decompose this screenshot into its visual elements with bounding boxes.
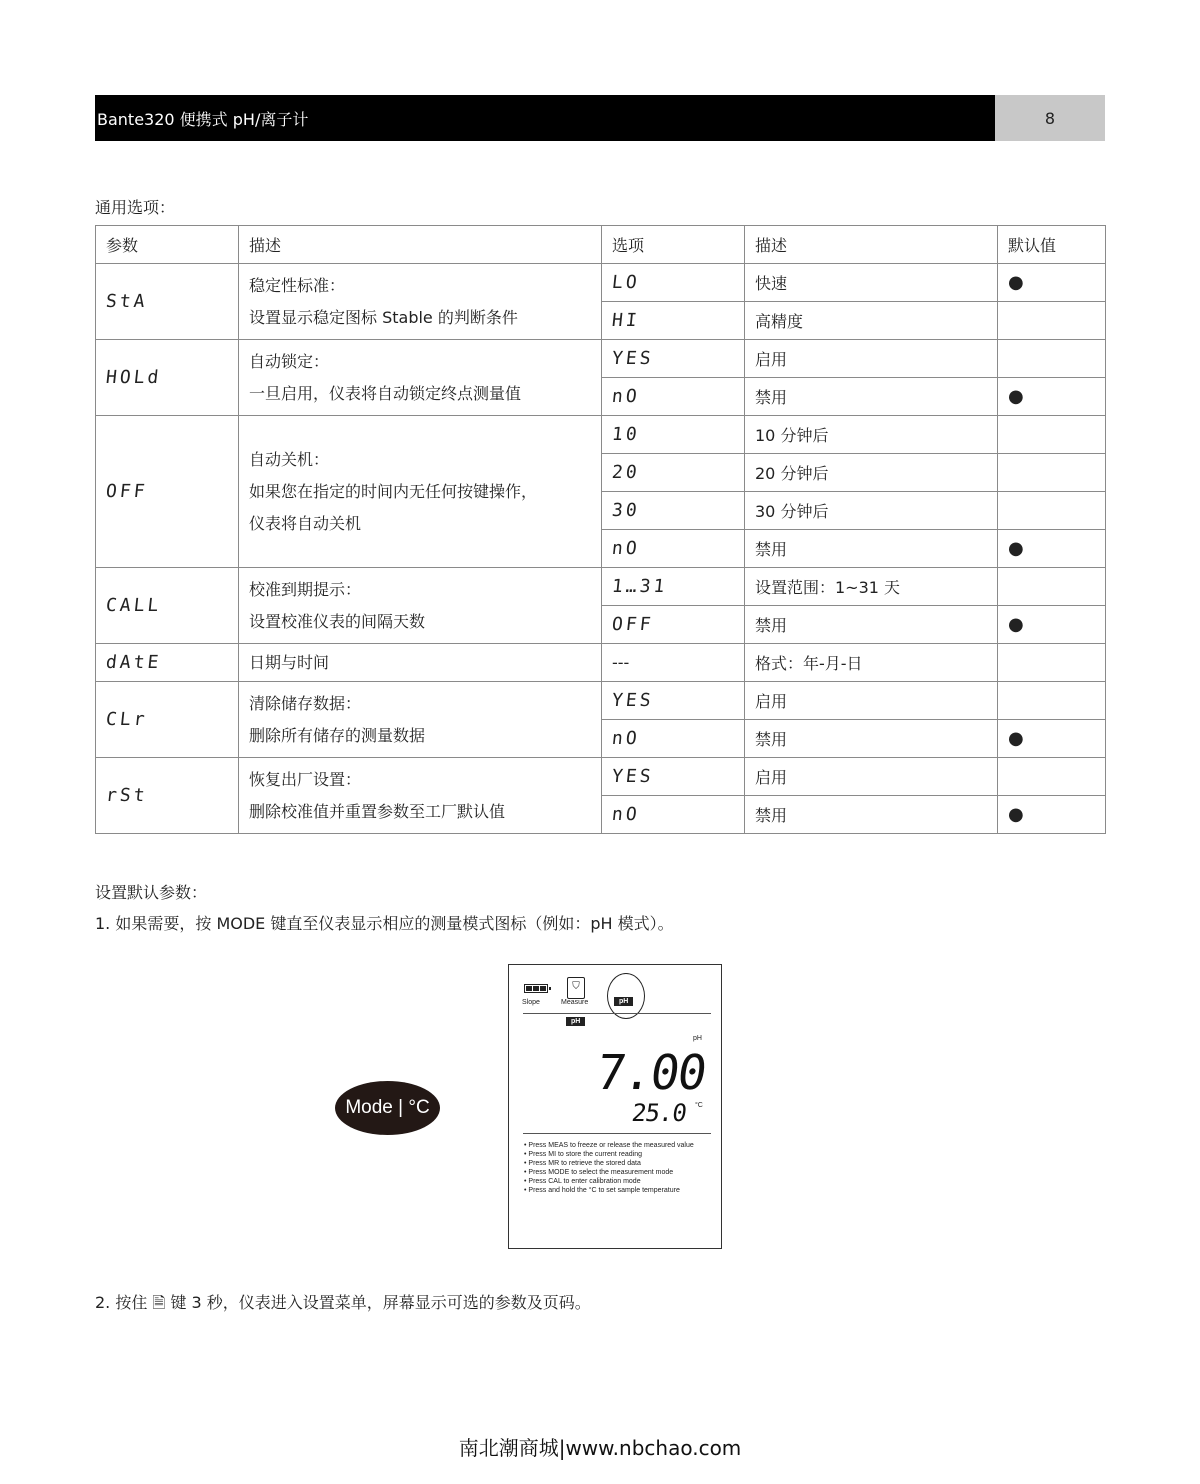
meter-screen xyxy=(508,964,722,1249)
option-description: 30 分钟后 xyxy=(745,492,998,530)
instruction-item: • Press MODE to select the measurement mode xyxy=(524,1168,694,1177)
option-description: 禁用 xyxy=(745,606,998,644)
table-row xyxy=(96,568,1106,606)
page-header xyxy=(95,95,1105,141)
option-code: YES xyxy=(610,348,655,369)
default-marker xyxy=(998,758,1106,796)
slope-label: Slope xyxy=(522,999,540,1006)
mode-button-label: Mode | °C xyxy=(345,1097,430,1118)
table-row xyxy=(96,682,1106,720)
param-code: rSt xyxy=(104,785,149,806)
param-cell xyxy=(96,568,239,644)
temp-reading: 25.0 xyxy=(630,1099,688,1127)
ph-unit: pH xyxy=(693,1035,702,1042)
default-marker xyxy=(998,302,1106,340)
param-code: CALL xyxy=(104,595,163,616)
header-title: Bante320 便携式 pH/离子计 xyxy=(97,109,309,129)
celsius-unit: °C xyxy=(695,1102,703,1109)
description-line: 日期与时间 xyxy=(249,652,330,672)
option-description: 快速 xyxy=(745,264,998,302)
option-code: nO xyxy=(610,538,641,559)
option-cell xyxy=(602,720,745,758)
default-marker xyxy=(998,340,1106,378)
default-marker xyxy=(998,568,1106,606)
param-code: dAtE xyxy=(104,652,163,673)
default-marker: ● xyxy=(998,378,1106,416)
param-cell xyxy=(96,644,239,682)
option-description: 设置范围：1~31 天 xyxy=(745,568,998,606)
battery-icon xyxy=(524,984,548,993)
option-description: 禁用 xyxy=(745,378,998,416)
measure-label: Measure xyxy=(561,999,589,1006)
option-code: 10 xyxy=(610,424,641,445)
description-line: 设置校准仪表的间隔天数 xyxy=(249,611,426,631)
option-code: YES xyxy=(610,690,655,711)
probe-icon: ⛉ xyxy=(567,977,585,999)
default-marker xyxy=(998,492,1106,530)
ph-mode-tag: pH xyxy=(566,1017,585,1026)
default-marker: ● xyxy=(998,606,1106,644)
param-cell xyxy=(96,264,239,340)
option-code: --- xyxy=(612,653,630,672)
description-line: 稳定性标准： xyxy=(249,275,346,295)
option-cell xyxy=(602,264,745,302)
options-table xyxy=(95,225,1106,834)
divider xyxy=(523,1133,711,1134)
option-description: 禁用 xyxy=(745,796,998,834)
option-description: 启用 xyxy=(745,340,998,378)
ph-mode-tag-callout: pH xyxy=(614,997,633,1006)
table-header-row xyxy=(96,226,1106,264)
default-marker xyxy=(998,454,1106,492)
param-cell xyxy=(96,758,239,834)
table-row xyxy=(96,758,1106,796)
description-line: 自动关机： xyxy=(249,449,330,469)
default-marker: ● xyxy=(998,796,1106,834)
param-code: StA xyxy=(104,291,149,312)
default-marker: ● xyxy=(998,720,1106,758)
table-header-cell: 描述 xyxy=(745,226,998,264)
option-cell xyxy=(602,340,745,378)
divider xyxy=(523,1013,711,1014)
table-row xyxy=(96,340,1106,378)
option-code: 20 xyxy=(610,462,641,483)
option-code: nO xyxy=(610,728,641,749)
table-row xyxy=(96,416,1106,454)
description-line: 校准到期提示： xyxy=(249,579,362,599)
param-description xyxy=(239,682,602,758)
option-cell xyxy=(602,644,745,682)
option-description: 格式：年-月-日 xyxy=(745,644,998,682)
description-line: 删除所有储存的测量数据 xyxy=(249,725,426,745)
section-title: 通用选项： xyxy=(95,198,176,217)
param-code: OFF xyxy=(104,481,149,502)
description-line: 清除储存数据： xyxy=(249,693,362,713)
description-line: 仪表将自动关机 xyxy=(249,513,362,533)
instruction-list xyxy=(524,1141,694,1195)
option-cell xyxy=(602,568,745,606)
instruction-item: • Press MI to store the current reading xyxy=(524,1150,694,1159)
table-header-cell: 参数 xyxy=(96,226,239,264)
param-description xyxy=(239,758,602,834)
description-line: 如果您在指定的时间内无任何按键操作， xyxy=(249,481,538,501)
description-line: 自动锁定： xyxy=(249,351,330,371)
option-description: 禁用 xyxy=(745,530,998,568)
option-code: OFF xyxy=(610,614,655,635)
option-cell xyxy=(602,758,745,796)
param-cell xyxy=(96,416,239,568)
param-description xyxy=(239,644,602,682)
instruction-item: • Press MEAS to freeze or release the measured value xyxy=(524,1141,694,1150)
option-code: nO xyxy=(610,386,641,407)
option-description: 10 分钟后 xyxy=(745,416,998,454)
option-code: LO xyxy=(610,272,641,293)
option-description: 禁用 xyxy=(745,720,998,758)
option-cell xyxy=(602,682,745,720)
table-row xyxy=(96,644,1106,682)
description-line: 删除校准值并重置参数至工厂默认值 xyxy=(249,801,506,821)
param-description xyxy=(239,264,602,340)
option-cell xyxy=(602,416,745,454)
mode-button xyxy=(335,1081,440,1135)
option-description: 20 分钟后 xyxy=(745,454,998,492)
option-code: YES xyxy=(610,766,655,787)
step-2: 2. 按住 🗎 键 3 秒，仪表进入设置菜单，屏幕显示可选的参数及页码。 xyxy=(95,1293,591,1312)
defaults-title: 设置默认参数： xyxy=(95,883,208,902)
step-1: 1. 如果需要，按 MODE 键直至仪表显示相应的测量模式图标（例如：pH 模式）。 xyxy=(95,914,674,933)
instruction-item: • Press and hold the °C to set sample temperature xyxy=(524,1186,694,1195)
table-header-cell: 描述 xyxy=(239,226,602,264)
table-header-cell: 默认值 xyxy=(998,226,1106,264)
default-marker xyxy=(998,682,1106,720)
description-line: 恢复出厂设置： xyxy=(249,769,362,789)
footer-watermark: 南北潮商城|www.nbchao.com xyxy=(458,1436,742,1460)
option-code: 30 xyxy=(610,500,641,521)
param-code: HOLd xyxy=(104,367,163,388)
param-description xyxy=(239,340,602,416)
option-cell xyxy=(602,454,745,492)
default-marker xyxy=(998,644,1106,682)
instruction-item: • Press CAL to enter calibration mode xyxy=(524,1177,694,1186)
default-marker xyxy=(998,416,1106,454)
param-code: CLr xyxy=(104,709,149,730)
option-cell xyxy=(602,606,745,644)
option-cell xyxy=(602,302,745,340)
header-title-bar xyxy=(95,95,995,141)
param-cell xyxy=(96,682,239,758)
param-description xyxy=(239,568,602,644)
option-description: 启用 xyxy=(745,682,998,720)
option-cell xyxy=(602,378,745,416)
param-description xyxy=(239,416,602,568)
description-line: 一旦启用，仪表将自动锁定终点测量值 xyxy=(249,383,522,403)
default-marker: ● xyxy=(998,530,1106,568)
table-header-cell: 选项 xyxy=(602,226,745,264)
table-row xyxy=(96,264,1106,302)
description-line: 设置显示稳定图标 Stable 的判断条件 xyxy=(249,307,518,327)
option-code: HI xyxy=(610,310,641,331)
option-cell xyxy=(602,492,745,530)
ph-reading: 7.00 xyxy=(593,1045,709,1101)
instruction-item: • Press MR to retrieve the stored data xyxy=(524,1159,694,1168)
option-code: 1…31 xyxy=(610,576,669,597)
option-description: 启用 xyxy=(745,758,998,796)
param-cell xyxy=(96,340,239,416)
default-marker: ● xyxy=(998,264,1106,302)
option-cell xyxy=(602,530,745,568)
page-number: 8 xyxy=(995,95,1105,141)
option-cell xyxy=(602,796,745,834)
option-code: nO xyxy=(610,804,641,825)
option-description: 高精度 xyxy=(745,302,998,340)
